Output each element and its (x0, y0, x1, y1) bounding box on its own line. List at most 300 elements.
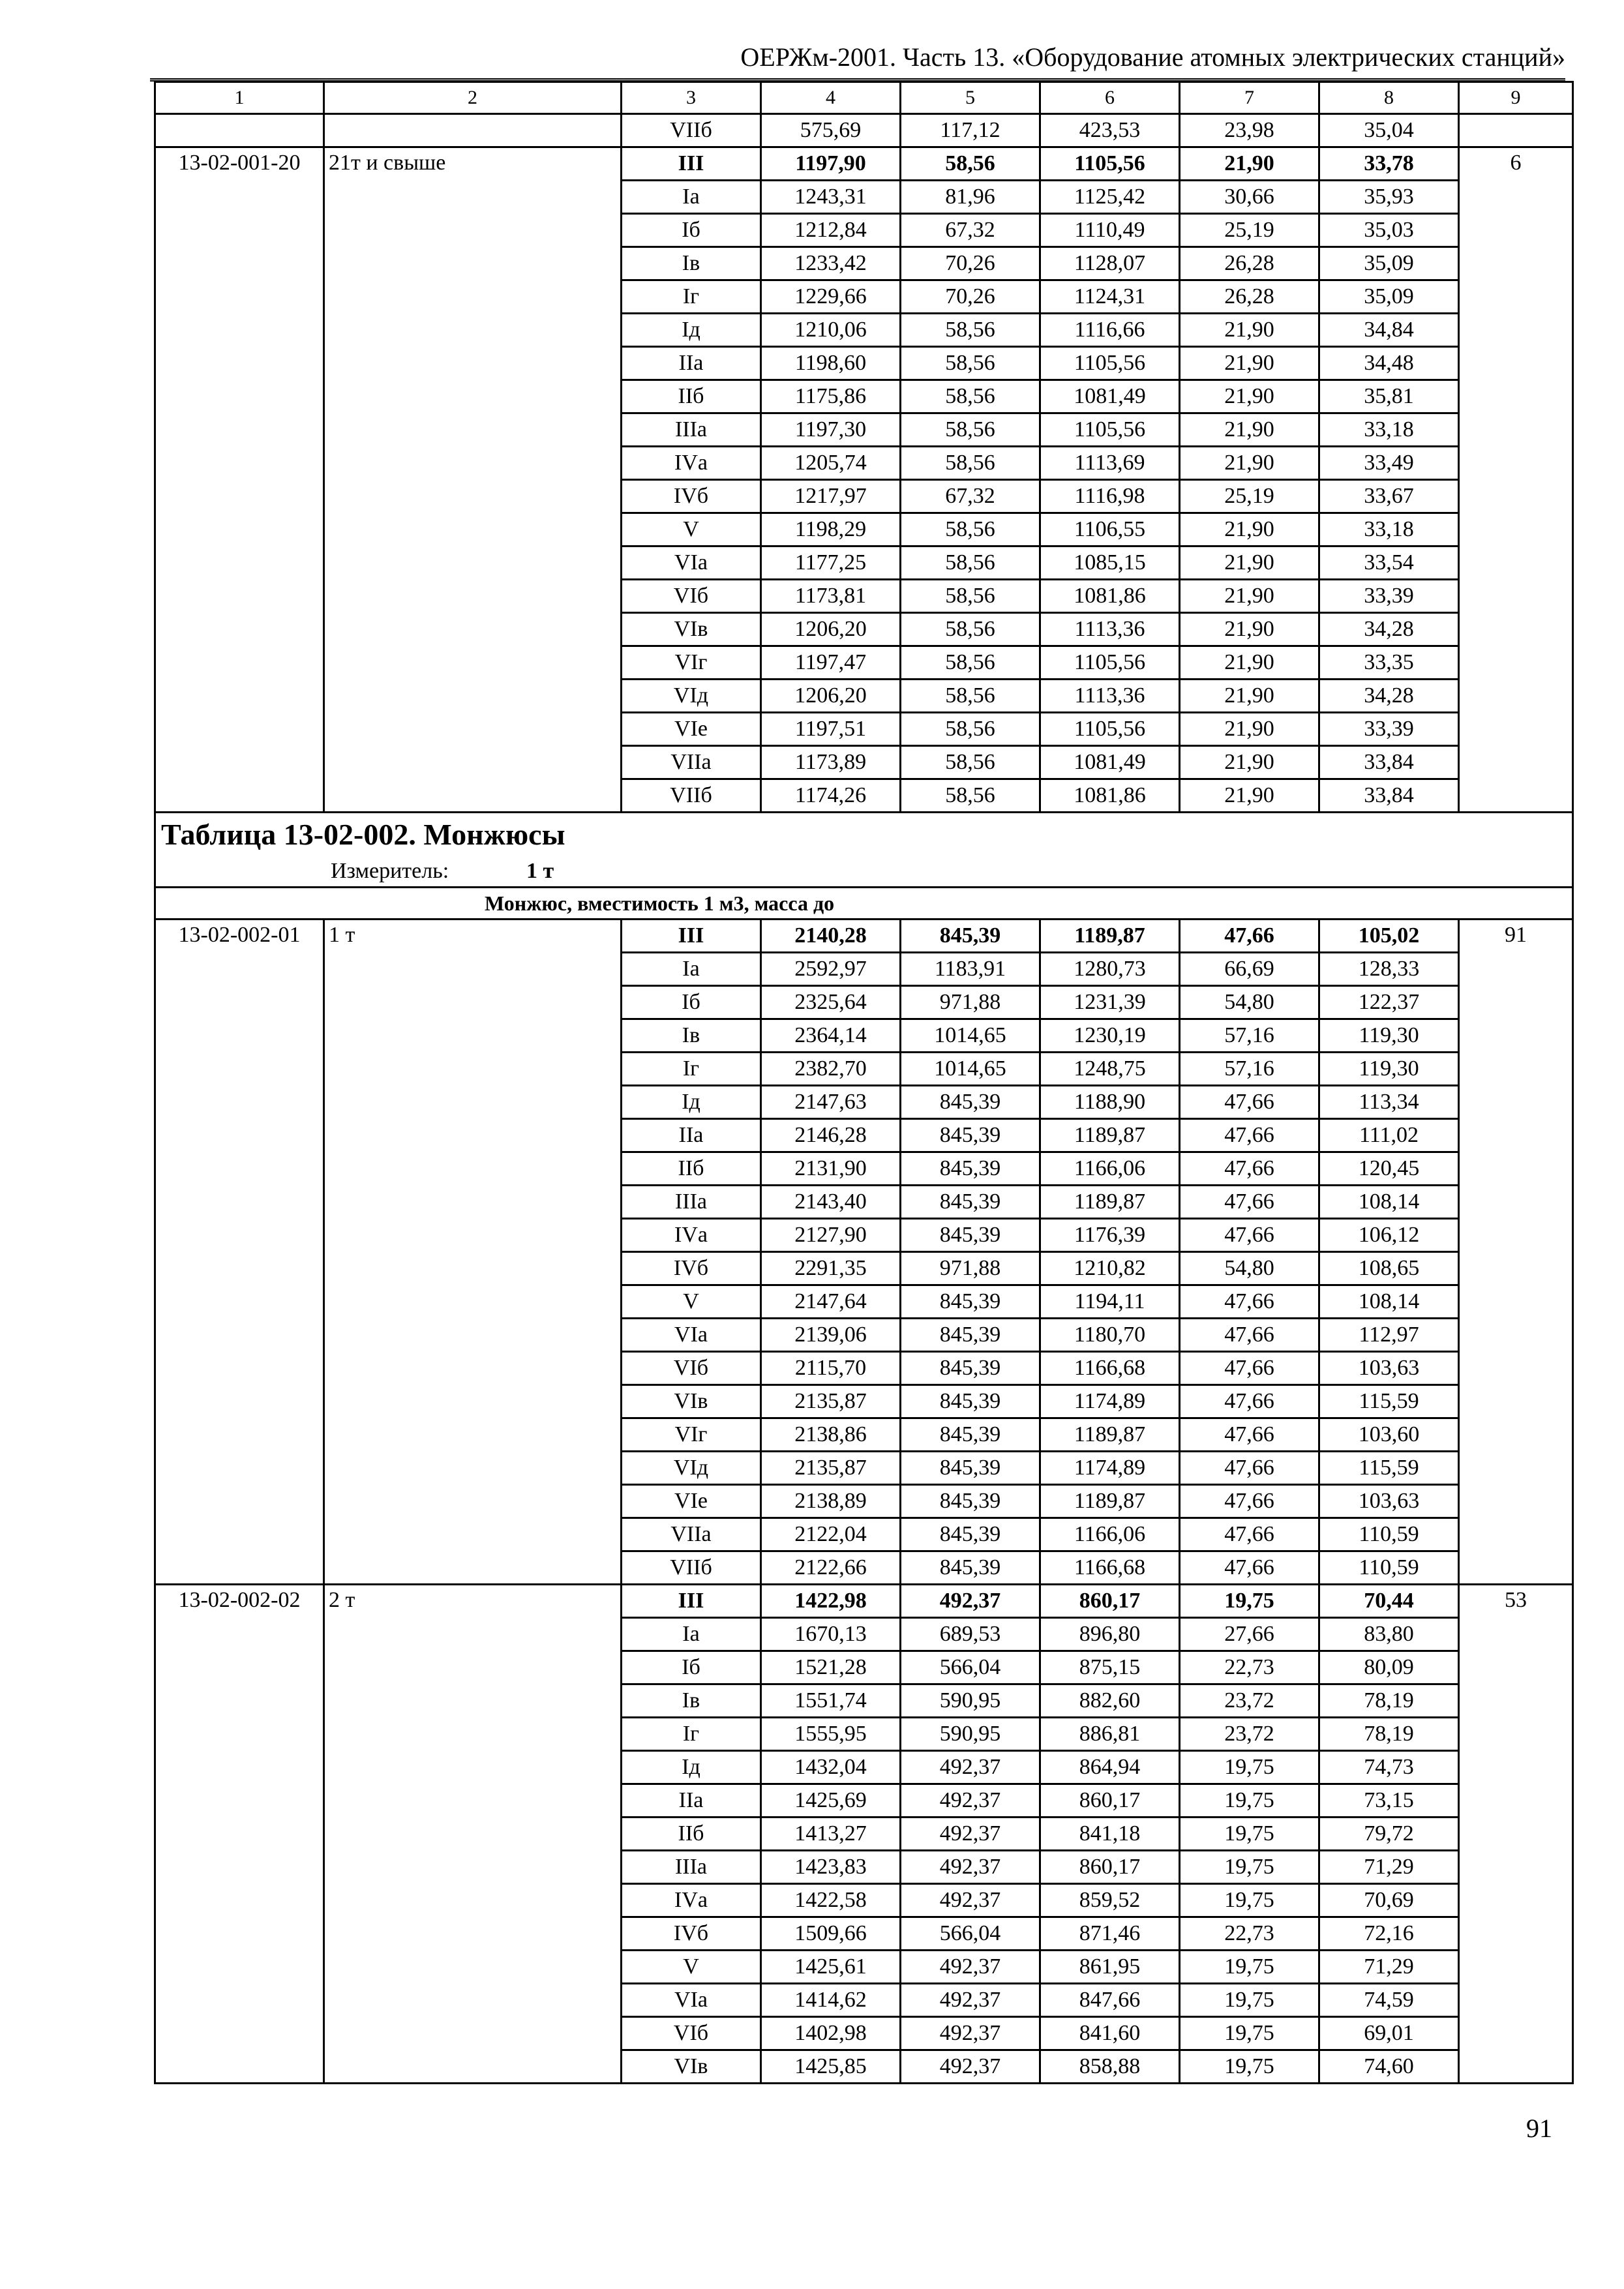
col9-cell (1459, 1019, 1573, 1053)
name-cell (324, 580, 622, 613)
table-row (155, 214, 1573, 247)
col9-cell (1459, 181, 1573, 214)
col9-cell (1459, 1418, 1573, 1452)
page-header (150, 39, 1565, 82)
value-cell-col4: 2140,28 (761, 920, 901, 953)
table-row (155, 147, 1573, 181)
zone-cell: III (622, 147, 761, 181)
code-cell (155, 1917, 324, 1951)
value-cell-col6: 1194,11 (1040, 1285, 1180, 1319)
table-subtitle: Монжюс, вместимость 1 м3, масса до (155, 888, 1573, 920)
value-cell-col5: 492,37 (901, 1585, 1040, 1618)
value-cell-col8: 34,28 (1319, 680, 1459, 713)
col9-cell (1459, 1917, 1573, 1951)
name-cell (324, 613, 622, 646)
value-cell-col4: 1175,86 (761, 380, 901, 413)
code-cell (155, 546, 324, 580)
measure-row (155, 856, 1573, 888)
col9-cell: 6 (1459, 147, 1573, 181)
value-cell-col8: 110,59 (1319, 1518, 1459, 1551)
table-row (155, 1385, 1573, 1418)
value-cell-col7: 21,90 (1180, 147, 1319, 181)
name-cell (324, 1984, 622, 2017)
code-cell (155, 1319, 324, 1352)
zone-cell: VIб (622, 2017, 761, 2050)
value-cell-col6: 1106,55 (1040, 513, 1180, 546)
col9-cell (1459, 1618, 1573, 1651)
table-subtitle-row (155, 888, 1573, 920)
value-cell-col5: 58,56 (901, 513, 1040, 546)
value-cell-col7: 19,75 (1180, 1751, 1319, 1784)
value-cell-col5: 566,04 (901, 1917, 1040, 1951)
code-cell (155, 1485, 324, 1518)
value-cell-col7: 22,73 (1180, 1917, 1319, 1951)
zone-cell: IVб (622, 1917, 761, 1951)
column-number-8: 8 (1319, 82, 1459, 114)
value-cell-col6: 1166,68 (1040, 1551, 1180, 1585)
col9-cell (1459, 1252, 1573, 1285)
value-cell-col8: 112,97 (1319, 1319, 1459, 1352)
col9-cell (1459, 1186, 1573, 1219)
value-cell-col8: 33,49 (1319, 447, 1459, 480)
value-cell-col8: 128,33 (1319, 953, 1459, 986)
code-cell (155, 513, 324, 546)
zone-cell: IVа (622, 1884, 761, 1917)
zone-cell: IIа (622, 347, 761, 380)
code-cell (155, 746, 324, 779)
table-row (155, 513, 1573, 546)
code-cell (155, 580, 324, 613)
table-row (155, 1518, 1573, 1551)
zone-cell: VIв (622, 2050, 761, 2084)
value-cell-col5: 58,56 (901, 147, 1040, 181)
value-cell-col6: 1081,49 (1040, 746, 1180, 779)
value-cell-col5: 492,37 (901, 2050, 1040, 2084)
value-cell-col5: 845,39 (901, 1485, 1040, 1518)
value-cell-col5: 845,39 (901, 1186, 1040, 1219)
value-cell-col7: 54,80 (1180, 986, 1319, 1019)
value-cell-col6: 1128,07 (1040, 247, 1180, 280)
value-cell-col4: 1402,98 (761, 2017, 901, 2050)
value-cell-col8: 33,84 (1319, 746, 1459, 779)
col9-cell (1459, 114, 1573, 147)
table-row (155, 413, 1573, 447)
name-cell (324, 1751, 622, 1784)
value-cell-col6: 1189,87 (1040, 1418, 1180, 1452)
table-row (155, 779, 1573, 813)
value-cell-col6: 841,18 (1040, 1818, 1180, 1851)
value-cell-col8: 83,80 (1319, 1618, 1459, 1651)
zone-cell: IIIа (622, 413, 761, 447)
value-cell-col7: 47,66 (1180, 1485, 1319, 1518)
zone-cell: IVб (622, 1252, 761, 1285)
value-cell-col6: 1081,86 (1040, 779, 1180, 813)
col9-cell (1459, 1818, 1573, 1851)
col9-cell (1459, 1884, 1573, 1917)
value-cell-col7: 47,66 (1180, 1119, 1319, 1152)
value-cell-col8: 108,14 (1319, 1186, 1459, 1219)
value-cell-col4: 1422,58 (761, 1884, 901, 1917)
code-cell (155, 1618, 324, 1651)
value-cell-col4: 2146,28 (761, 1119, 901, 1152)
value-cell-col8: 105,02 (1319, 920, 1459, 953)
code-cell (155, 1418, 324, 1452)
value-cell-col7: 47,66 (1180, 1086, 1319, 1119)
column-number-row (155, 82, 1573, 114)
col9-cell (1459, 1352, 1573, 1385)
value-cell-col5: 971,88 (901, 1252, 1040, 1285)
value-cell-col6: 871,46 (1040, 1917, 1180, 1951)
code-cell (155, 114, 324, 147)
table-row (155, 1618, 1573, 1651)
table-row (155, 1252, 1573, 1285)
code-cell (155, 413, 324, 447)
zone-cell: VIIа (622, 746, 761, 779)
name-cell (324, 1219, 622, 1252)
name-cell (324, 646, 622, 680)
value-cell-col7: 19,75 (1180, 1951, 1319, 1984)
code-cell (155, 1086, 324, 1119)
value-cell-col8: 33,84 (1319, 779, 1459, 813)
value-cell-col8: 70,44 (1319, 1585, 1459, 1618)
value-cell-col6: 1176,39 (1040, 1219, 1180, 1252)
col9-cell: 91 (1459, 920, 1573, 953)
zone-cell: Iд (622, 1751, 761, 1784)
table-row (155, 1452, 1573, 1485)
code-cell (155, 713, 324, 746)
name-cell (324, 1152, 622, 1186)
col9-cell (1459, 1219, 1573, 1252)
col9-cell (1459, 746, 1573, 779)
col9-cell (1459, 447, 1573, 480)
table-row (155, 114, 1573, 147)
col9-cell (1459, 1651, 1573, 1684)
value-cell-col4: 1425,61 (761, 1951, 901, 1984)
value-cell-col6: 1113,36 (1040, 613, 1180, 646)
value-cell-col8: 33,78 (1319, 147, 1459, 181)
value-cell-col7: 47,66 (1180, 920, 1319, 953)
name-cell (324, 480, 622, 513)
code-cell (155, 1352, 324, 1385)
value-cell-col7: 47,66 (1180, 1551, 1319, 1585)
measure-cell (155, 856, 1573, 888)
name-cell (324, 413, 622, 447)
name-cell (324, 1252, 622, 1285)
zone-cell: VIIб (622, 779, 761, 813)
value-cell-col8: 35,81 (1319, 380, 1459, 413)
value-cell-col6: 1110,49 (1040, 214, 1180, 247)
name-cell: 2 т (324, 1585, 622, 1618)
value-cell-col5: 67,32 (901, 214, 1040, 247)
value-cell-col5: 845,39 (901, 1452, 1040, 1485)
value-cell-col7: 19,75 (1180, 1818, 1319, 1851)
value-cell-col6: 858,88 (1040, 2050, 1180, 2084)
value-cell-col5: 58,56 (901, 380, 1040, 413)
value-cell-col8: 103,60 (1319, 1418, 1459, 1452)
value-cell-col4: 1198,60 (761, 347, 901, 380)
value-cell-col6: 1081,86 (1040, 580, 1180, 613)
code-cell (155, 181, 324, 214)
value-cell-col4: 1198,29 (761, 513, 901, 546)
name-cell (324, 1452, 622, 1485)
name-cell (324, 114, 622, 147)
value-cell-col7: 23,72 (1180, 1718, 1319, 1751)
table-title-row (155, 813, 1573, 857)
value-cell-col8: 70,69 (1319, 1884, 1459, 1917)
value-cell-col6: 1180,70 (1040, 1319, 1180, 1352)
value-cell-col4: 1217,97 (761, 480, 901, 513)
value-cell-col8: 35,09 (1319, 247, 1459, 280)
col9-cell (1459, 1951, 1573, 1984)
col9-cell (1459, 613, 1573, 646)
value-cell-col7: 47,66 (1180, 1452, 1319, 1485)
value-cell-col5: 845,39 (901, 1352, 1040, 1385)
table-row (155, 1352, 1573, 1385)
col9-cell (1459, 1452, 1573, 1485)
value-cell-col4: 1432,04 (761, 1751, 901, 1784)
name-cell (324, 1618, 622, 1651)
col9-cell (1459, 347, 1573, 380)
value-cell-col4: 1206,20 (761, 613, 901, 646)
value-cell-col4: 1414,62 (761, 1984, 901, 2017)
value-cell-col5: 845,39 (901, 1551, 1040, 1585)
zone-cell: VIе (622, 1485, 761, 1518)
zone-cell: VIг (622, 1418, 761, 1452)
value-cell-col5: 845,39 (901, 1319, 1040, 1352)
value-cell-col4: 2592,97 (761, 953, 901, 986)
table-row (155, 2050, 1573, 2084)
table-row (155, 920, 1573, 953)
value-cell-col8: 111,02 (1319, 1119, 1459, 1152)
col9-cell (1459, 546, 1573, 580)
col9-cell (1459, 1518, 1573, 1551)
column-number-7: 7 (1180, 82, 1319, 114)
table-row (155, 1784, 1573, 1818)
page-number: 91 (1526, 2114, 1552, 2143)
value-cell-col8: 108,65 (1319, 1252, 1459, 1285)
value-cell-col5: 81,96 (901, 181, 1040, 214)
value-cell-col4: 2382,70 (761, 1053, 901, 1086)
value-cell-col8: 72,16 (1319, 1917, 1459, 1951)
value-cell-col4: 1173,81 (761, 580, 901, 613)
value-cell-col7: 21,90 (1180, 513, 1319, 546)
table-row (155, 1019, 1573, 1053)
value-cell-col5: 1183,91 (901, 953, 1040, 986)
name-cell (324, 1119, 622, 1152)
value-cell-col7: 21,90 (1180, 580, 1319, 613)
zone-cell: Iб (622, 1651, 761, 1684)
value-cell-col7: 57,16 (1180, 1019, 1319, 1053)
col9-cell (1459, 680, 1573, 713)
name-cell (324, 1086, 622, 1119)
zone-cell: VIа (622, 546, 761, 580)
value-cell-col7: 21,90 (1180, 779, 1319, 813)
value-cell-col8: 79,72 (1319, 1818, 1459, 1851)
name-cell (324, 1818, 622, 1851)
value-cell-col5: 492,37 (901, 1784, 1040, 1818)
value-cell-col7: 21,90 (1180, 447, 1319, 480)
table-row (155, 546, 1573, 580)
name-cell (324, 380, 622, 413)
table-row (155, 613, 1573, 646)
table-row (155, 1751, 1573, 1784)
name-cell (324, 1385, 622, 1418)
value-cell-col7: 26,28 (1180, 280, 1319, 314)
code-cell (155, 1684, 324, 1718)
value-cell-col4: 1243,31 (761, 181, 901, 214)
code-cell (155, 680, 324, 713)
value-cell-col6: 1248,75 (1040, 1053, 1180, 1086)
name-cell (324, 779, 622, 813)
value-cell-col7: 21,90 (1180, 546, 1319, 580)
table-row (155, 2017, 1573, 2050)
value-cell-col4: 2138,86 (761, 1418, 901, 1452)
value-cell-col5: 117,12 (901, 114, 1040, 147)
code-cell (155, 2017, 324, 2050)
name-cell (324, 1884, 622, 1917)
table-row (155, 447, 1573, 480)
value-cell-col7: 47,66 (1180, 1186, 1319, 1219)
name-cell (324, 680, 622, 713)
value-cell-col6: 1113,36 (1040, 680, 1180, 713)
table-row (155, 1951, 1573, 1984)
name-cell (324, 1917, 622, 1951)
value-cell-col6: 1105,56 (1040, 413, 1180, 447)
value-cell-col5: 58,56 (901, 447, 1040, 480)
table-row (155, 680, 1573, 713)
code-cell (155, 347, 324, 380)
col9-cell (1459, 1385, 1573, 1418)
value-cell-col5: 845,39 (901, 1285, 1040, 1319)
value-cell-col6: 1280,73 (1040, 953, 1180, 986)
value-cell-col6: 1166,06 (1040, 1518, 1180, 1551)
value-cell-col6: 859,52 (1040, 1884, 1180, 1917)
value-cell-col6: 1105,56 (1040, 713, 1180, 746)
code-cell (155, 280, 324, 314)
measure-label: Измеритель: (331, 859, 449, 883)
value-cell-col4: 1205,74 (761, 447, 901, 480)
value-cell-col5: 58,56 (901, 347, 1040, 380)
value-cell-col7: 66,69 (1180, 953, 1319, 986)
value-cell-col7: 21,90 (1180, 413, 1319, 447)
code-cell (155, 247, 324, 280)
zone-cell: Iв (622, 247, 761, 280)
col9-cell (1459, 247, 1573, 280)
value-cell-col4: 575,69 (761, 114, 901, 147)
value-cell-col5: 845,39 (901, 1385, 1040, 1418)
table-row (155, 314, 1573, 347)
value-cell-col5: 845,39 (901, 1219, 1040, 1252)
name-cell (324, 1319, 622, 1352)
value-cell-col4: 1197,47 (761, 646, 901, 680)
value-cell-col5: 971,88 (901, 986, 1040, 1019)
value-cell-col4: 1425,85 (761, 2050, 901, 2084)
value-cell-col8: 110,59 (1319, 1551, 1459, 1585)
table-row (155, 1285, 1573, 1319)
zone-cell: VIд (622, 1452, 761, 1485)
value-cell-col4: 1212,84 (761, 214, 901, 247)
value-cell-col6: 896,80 (1040, 1618, 1180, 1651)
value-cell-col4: 1177,25 (761, 546, 901, 580)
value-cell-col5: 58,56 (901, 713, 1040, 746)
value-cell-col4: 2143,40 (761, 1186, 901, 1219)
value-cell-col6: 1174,89 (1040, 1452, 1180, 1485)
name-cell (324, 1053, 622, 1086)
value-cell-col6: 1105,56 (1040, 646, 1180, 680)
code-cell (155, 1186, 324, 1219)
table-row (155, 1219, 1573, 1252)
column-number-3: 3 (622, 82, 761, 114)
table-title: Таблица 13-02-002. Монжюсы (155, 813, 1573, 857)
value-cell-col5: 1014,65 (901, 1019, 1040, 1053)
code-cell (155, 953, 324, 986)
value-cell-col6: 1189,87 (1040, 1119, 1180, 1152)
col9-cell (1459, 1984, 1573, 2017)
code-cell (155, 1219, 324, 1252)
zone-cell: V (622, 1951, 761, 1984)
value-cell-col5: 58,56 (901, 646, 1040, 680)
code-cell (155, 447, 324, 480)
value-cell-col6: 1085,15 (1040, 546, 1180, 580)
value-cell-col4: 1555,95 (761, 1718, 901, 1751)
value-cell-col5: 590,95 (901, 1718, 1040, 1751)
value-cell-col8: 74,73 (1319, 1751, 1459, 1784)
value-cell-col5: 58,56 (901, 546, 1040, 580)
table-row (155, 1418, 1573, 1452)
col9-cell (1459, 480, 1573, 513)
name-cell (324, 247, 622, 280)
value-cell-col4: 1197,51 (761, 713, 901, 746)
value-cell-col5: 70,26 (901, 280, 1040, 314)
value-cell-col6: 1210,82 (1040, 1252, 1180, 1285)
zone-cell: Iв (622, 1684, 761, 1718)
value-cell-col7: 21,90 (1180, 746, 1319, 779)
value-cell-col8: 80,09 (1319, 1651, 1459, 1684)
value-cell-col8: 35,93 (1319, 181, 1459, 214)
value-cell-col6: 860,17 (1040, 1784, 1180, 1818)
col9-cell (1459, 1485, 1573, 1518)
code-cell (155, 613, 324, 646)
table-row (155, 1152, 1573, 1186)
value-cell-col8: 33,39 (1319, 580, 1459, 613)
value-cell-col7: 19,75 (1180, 1851, 1319, 1884)
zone-cell: Iг (622, 1718, 761, 1751)
value-cell-col8: 103,63 (1319, 1352, 1459, 1385)
value-cell-col7: 22,73 (1180, 1651, 1319, 1684)
value-cell-col8: 119,30 (1319, 1019, 1459, 1053)
value-cell-col4: 1210,06 (761, 314, 901, 347)
code-cell (155, 314, 324, 347)
value-cell-col7: 30,66 (1180, 181, 1319, 214)
col9-cell (1459, 779, 1573, 813)
name-cell (324, 746, 622, 779)
name-cell (324, 1684, 622, 1718)
col9-cell (1459, 1684, 1573, 1718)
col9-cell (1459, 1152, 1573, 1186)
table-row (155, 953, 1573, 986)
value-cell-col4: 2147,64 (761, 1285, 901, 1319)
value-cell-col6: 1230,19 (1040, 1019, 1180, 1053)
value-cell-col8: 33,39 (1319, 713, 1459, 746)
value-cell-col5: 590,95 (901, 1684, 1040, 1718)
table-row (155, 1053, 1573, 1086)
table-row (155, 480, 1573, 513)
code-cell (155, 1518, 324, 1551)
column-number-4: 4 (761, 82, 901, 114)
zone-cell: VIг (622, 646, 761, 680)
code-cell: 13-02-002-01 (155, 920, 324, 953)
value-cell-col6: 860,17 (1040, 1585, 1180, 1618)
